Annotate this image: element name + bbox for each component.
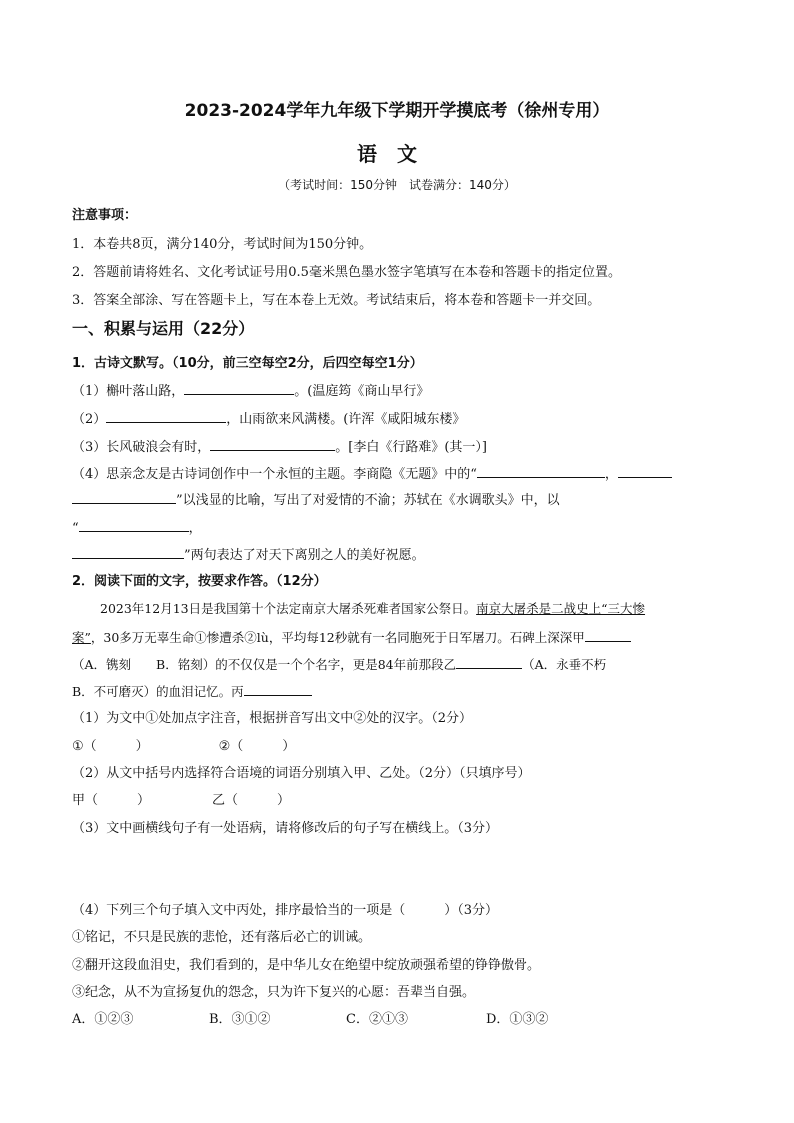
option-sentence-3: ③纪念，从不为宣扬复仇的怨念，只为许下复兴的心愿：吾辈当自强。: [72, 985, 476, 1000]
notice-heading: 注意事项：: [72, 208, 138, 223]
choice-c[interactable]: C．②①③: [346, 1012, 408, 1027]
q2-sub-2: （2）从文中括号内选择符合语境的词语分别填入甲、乙处。（2分）（只填序号）: [72, 766, 531, 781]
answer-blank-jia[interactable]: [585, 628, 631, 642]
q1-line-6: [72, 518, 202, 538]
q1-line-6-comma: ，: [188, 521, 202, 536]
answer-blank-bing[interactable]: [244, 682, 312, 696]
q1-line-3-text: （3）长风破浪会有时，: [72, 440, 211, 455]
answer-blank[interactable]: [79, 518, 189, 532]
passage-text: （A．镌刻 B．铭刻）的不仅仅是一个个名字，更是84年前那段乙: [72, 657, 457, 672]
q1-stem: 1．古诗文默写。（10分，前三空每空2分，后四空每空1分）: [72, 356, 423, 371]
q2-sub-3: （3）文中画横线句子有一处语病，请将修改后的句子写在横线上。（3分）: [72, 821, 499, 836]
notice-item-2: 2．答题前请将姓名、文化考试证号用0.5毫米黑色墨水签字笔填写在本卷和答题卡的指定位置。: [72, 265, 621, 280]
q1-line-6-quote: “: [72, 521, 79, 536]
passage-text: 2023年12月13日是我国第十个法定南京大屠杀死难者国家公祭日。: [100, 601, 477, 616]
choice-b[interactable]: B．③①②: [209, 1012, 271, 1027]
passage-text: （A．永垂不朽: [522, 657, 607, 672]
answer-slot-jia[interactable]: 甲（ ）: [72, 793, 151, 808]
answer-blank[interactable]: [106, 409, 226, 423]
answer-slot-2[interactable]: ②（ ）: [218, 739, 296, 754]
q1-line-1-text: （1）槲叶落山路，: [72, 384, 185, 399]
option-sentence-1: ①铭记，不只是民族的悲怆，还有落后必亡的训诫。: [72, 930, 372, 945]
underlined-sentence: 案”: [72, 630, 91, 645]
q2-stem: 2．阅读下面的文字，按要求作答。（12分）: [72, 574, 327, 589]
exam-title: 2023-2024学年九年级下学期开学摸底考（徐州专用）: [184, 101, 610, 121]
answer-slot-1[interactable]: ①（ ）: [72, 739, 149, 754]
underlined-sentence: 南京大屠杀是二战史上“三大惨: [476, 601, 646, 616]
q1-line-4-text: （4）思亲念友是古诗词创作中一个永恒的主题。李商隐《无题》中的“: [72, 467, 477, 482]
answer-blank-yi[interactable]: [456, 655, 522, 669]
section-heading: 一、积累与运用（22分）: [72, 319, 255, 338]
subject-title: 语文: [357, 142, 437, 166]
q2-sub-2-answers: [72, 792, 290, 810]
q2-sub-1-answers: [72, 738, 295, 756]
q2-sub-1: （1）为文中①处加点字注音，根据拼音写出文中②处的汉字。（2分）: [72, 711, 473, 726]
answer-blank[interactable]: [477, 464, 605, 478]
q1-line-7-text: ”两句表达了对天下离别之人的美好祝愿。: [184, 548, 425, 563]
q1-line-1: [72, 381, 429, 401]
choice-d[interactable]: D．①③②: [486, 1012, 549, 1027]
q1-line-2-num: （2）: [72, 412, 107, 427]
answer-blank[interactable]: [618, 464, 672, 478]
q2-passage-line-1: [100, 600, 645, 618]
q1-line-3: [72, 437, 487, 457]
q1-line-5-text: ”以浅显的比喻，写出了对爱情的不渝；苏轼在《水调歌头》中，以: [176, 493, 560, 508]
answer-blank[interactable]: [72, 490, 176, 504]
q1-line-3-source: 。[李白《行路难》(其一）]: [335, 440, 487, 455]
choice-a[interactable]: A．①②③: [72, 1012, 134, 1027]
passage-text: B．不可磨灭）的血泪记忆。丙: [72, 684, 244, 699]
answer-slot-yi[interactable]: 乙（ ）: [212, 793, 291, 808]
q1-line-2: [72, 409, 465, 429]
q1-line-4-comma: ，: [604, 467, 618, 482]
answer-blank[interactable]: [72, 545, 184, 559]
q1-line-1-source: 。(温庭筠《商山早行》: [294, 384, 430, 399]
notice-item-3: 3．答案全部涂、写在答题卡上，写在本卷上无效。考试结束后，将本卷和答题卡一并交回。: [72, 293, 601, 308]
q2-passage-line-2: [72, 628, 631, 647]
q1-line-4: [72, 464, 672, 484]
q2-passage-line-4: [72, 682, 312, 701]
q2-sub-4: （4）下列三个句子填入文中丙处，排序最恰当的一项是（ ）（3分）: [72, 903, 499, 918]
option-sentence-2: ②翻开这段血泪史，我们看到的，是中华儿女在绝望中绽放顽强希望的铮铮傲骨。: [72, 958, 541, 973]
answer-blank[interactable]: [184, 381, 294, 395]
exam-info: （考试时间：150分钟 试卷满分：140分）: [278, 178, 516, 192]
notice-item-1: 1．本卷共8页，满分140分，考试时间为150分钟。: [72, 237, 373, 252]
q1-line-7: [72, 545, 425, 565]
q1-line-2-text: ，山雨欲来风满楼。(许浑《咸阳城东楼》: [226, 412, 466, 427]
passage-text: ，30多万无辜生命①惨遭杀②lù，平均每12秒就有一名同胞死于日军屠刀。石碑上深深甲: [90, 630, 585, 645]
q1-line-5: [72, 490, 560, 510]
answer-blank[interactable]: [210, 437, 335, 451]
q2-passage-line-3: [72, 655, 606, 674]
